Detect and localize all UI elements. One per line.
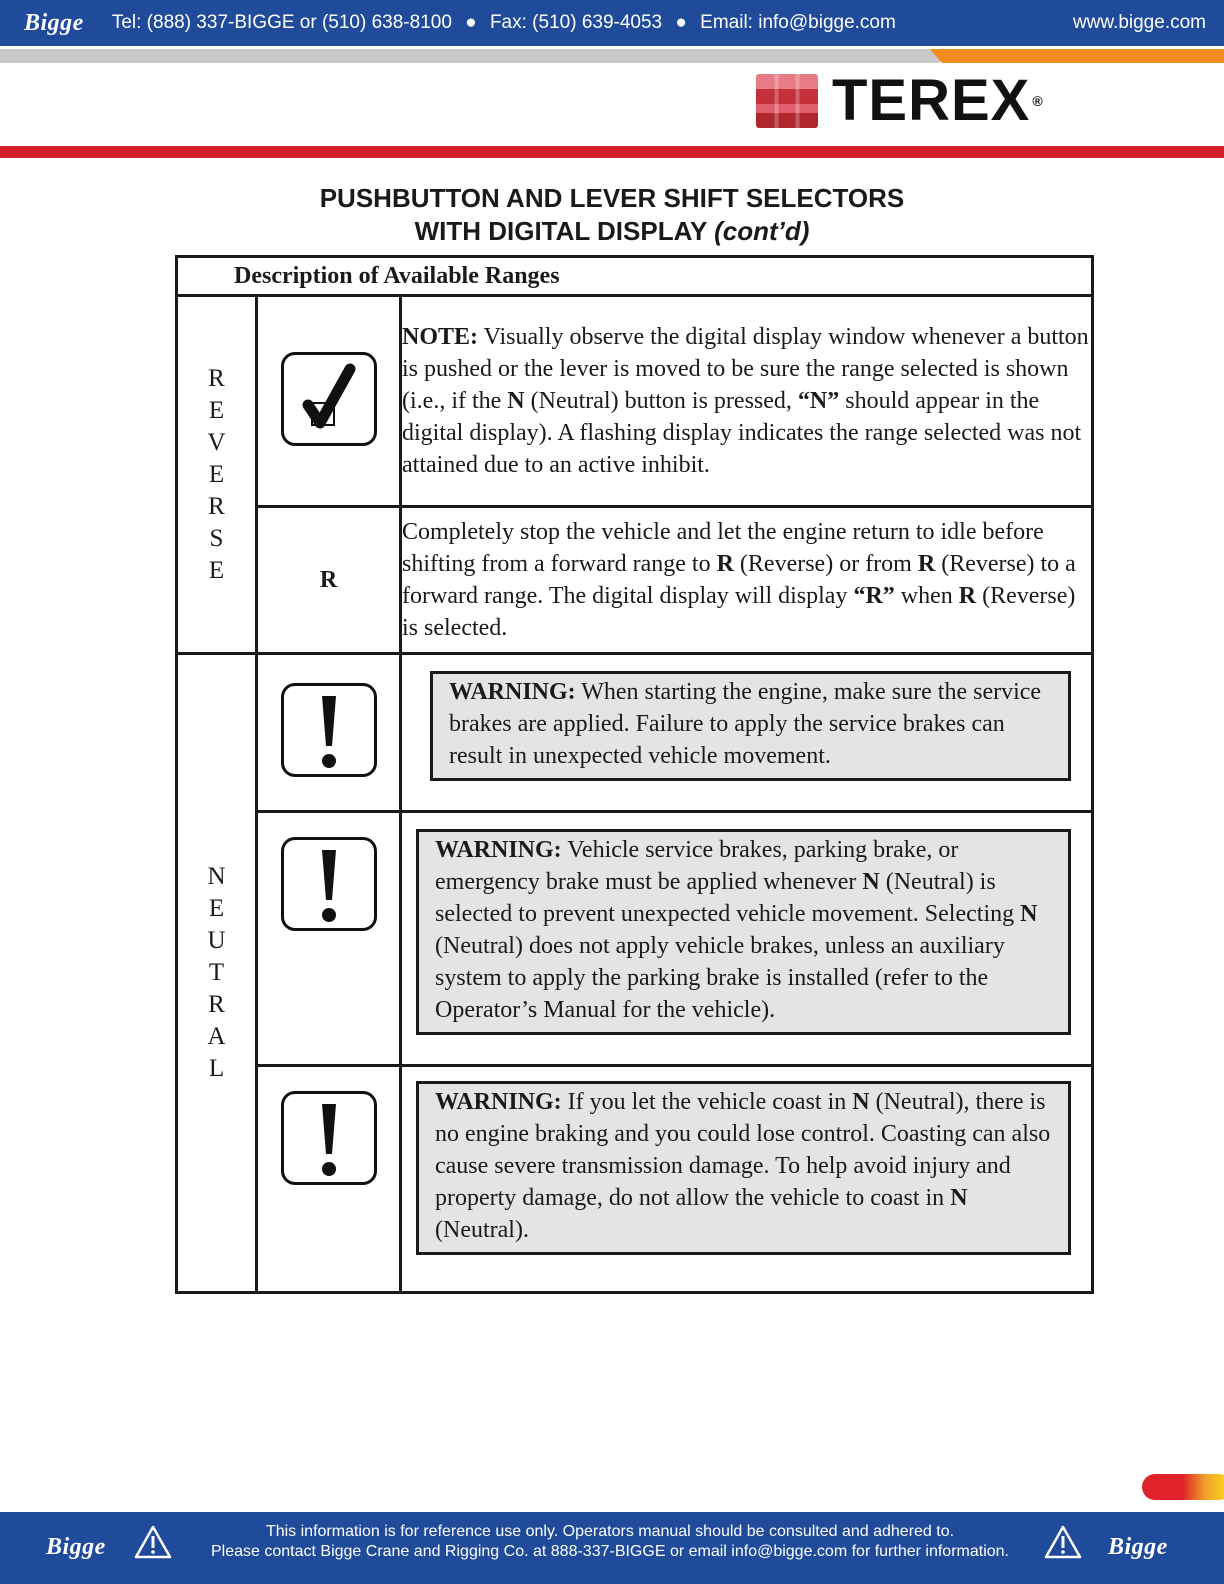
warning-3-box: WARNING: If you let the vehicle coast in N (Neutral), there is no engine braking and you could lose control. Coasting can also cause severe transmission damage. To help avoid injury and property damage, do not allow the vehicle to coast in N (Neutral). [416, 1081, 1071, 1255]
phone-numbers: Tel: (888) 337-BIGGE or (510) 638-8100 [111, 12, 452, 33]
checkmark-icon [281, 352, 377, 446]
footer-bigge-logo-left: Bigge [46, 1534, 106, 1560]
registered-mark: ® [1032, 93, 1044, 109]
exclamation-icon [281, 683, 377, 777]
note-text: NOTE: Visually observe the digital display window whenever a button is pushed or the lever is moved to be sure the range selected is shown (i.e., if the N (Neutral) button is pressed, “N” should appear in the digital display). A flashing display indicates the range selected was not attained due to an active inhibit. [401, 296, 1093, 507]
separator-dot: ● [465, 12, 477, 33]
neutral-label: N E U T R A L [177, 653, 257, 1292]
footer-bigge-logo-right: Bigge [1108, 1534, 1168, 1560]
footer-bar [0, 1512, 1224, 1584]
separator-dot: ● [675, 12, 687, 33]
contact-info [112, 12, 896, 34]
reverse-description: Completely stop the vehicle and let the engine return to idle before shifting from a forward range to R (Reverse) or from R (Reverse) to a forward range. The digital display will display “R” when R (Reverse) is selected. [401, 507, 1093, 654]
warning-3-cell [401, 1065, 1093, 1292]
footer-disclaimer [180, 1522, 1040, 1562]
warning-3-icon-cell [257, 1065, 401, 1292]
warning-1-cell [401, 653, 1093, 811]
exclamation-icon [281, 1091, 377, 1185]
header-stripe-gray [0, 49, 940, 63]
ranges-table [175, 255, 1094, 1294]
reverse-label: R E V E R S E [177, 296, 257, 654]
warning-1-box: WARNING: When starting the engine, make sure the service brakes are applied. Failure to apply the service brakes can result in unexpected vehicle movement. [430, 671, 1071, 781]
reverse-selector-label: R [257, 507, 401, 654]
terex-emblem-icon [756, 74, 818, 128]
terex-logo [756, 68, 1044, 133]
footer-line-2: Please contact Bigge Crane and Rigging Co. at 888-337-BIGGE or email info@bigge.com for further information. [211, 1543, 1009, 1560]
fax-number: Fax: (510) 639-4053 [489, 12, 663, 33]
exclamation-icon [281, 837, 377, 931]
bigge-logo: Bigge [24, 9, 84, 36]
warning-triangle-icon [1044, 1524, 1082, 1560]
header-divider [0, 146, 1224, 158]
header-bar [0, 0, 1224, 46]
note-icon-cell [257, 296, 401, 507]
website-link[interactable]: www.bigge.com [1072, 12, 1206, 33]
table-header: Description of Available Ranges [177, 257, 1093, 296]
email-link[interactable]: Email: info@bigge.com [700, 12, 896, 33]
title-line-2: WITH DIGITAL DISPLAY (cont’d) [414, 216, 810, 246]
warning-2-box: WARNING: Vehicle service brakes, parking brake, or emergency brake must be applied whenever N (Neutral) is selected to prevent unexpected vehicle movement. Selecting N (Neutral) does not apply vehicle brakes, unless an auxiliary system to apply the parking brake is installed (refer to the Operator’s Manual for the vehicle). [416, 829, 1071, 1035]
warning-2-cell [401, 811, 1093, 1065]
title-cont-suffix: (cont’d) [714, 216, 810, 246]
footer-line-1: This information is for reference use only. Operators manual should be consulted and adhered to. [265, 1523, 955, 1540]
terex-wordmark: TEREX ® [832, 68, 1044, 133]
title-line-1: PUSHBUTTON AND LEVER SHIFT SELECTORS [319, 183, 905, 213]
warning-triangle-icon [134, 1524, 172, 1560]
decorative-color-pill [1142, 1474, 1224, 1500]
warning-2-icon-cell [257, 811, 401, 1065]
warning-1-icon-cell [257, 653, 401, 811]
header-stripe-orange [930, 49, 1224, 63]
page-title [0, 182, 1224, 248]
